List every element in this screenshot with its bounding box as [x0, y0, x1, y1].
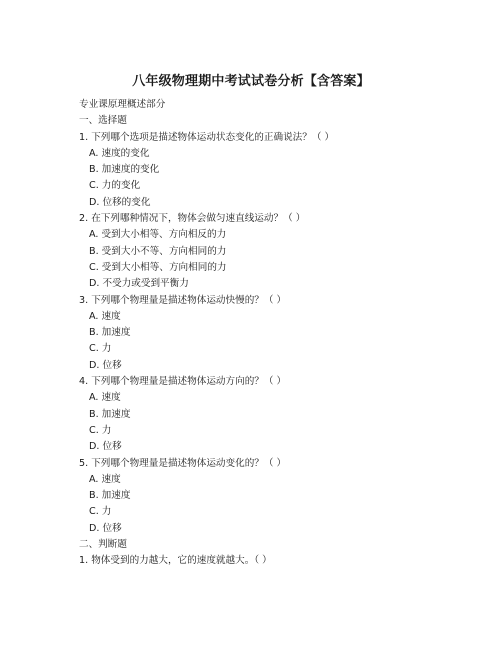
document-title: 八年级物理期中考试试卷分析【含答案】	[132, 74, 370, 89]
text-line: 2. 在下列哪种情况下，物体会做匀速直线运动？（ ）	[79, 213, 306, 225]
option-line: C. 力	[89, 506, 112, 518]
option-line: C. 力的变化	[89, 180, 141, 192]
text-line: 1. 物体受到的力越大，它的速度就越大。（ ）	[79, 555, 272, 567]
text-line: 5. 下列哪个物理量是描述物体运动变化的？（ ）	[79, 457, 287, 469]
option-line: C. 受到大小相等、方向相同的力	[89, 261, 227, 273]
option-line: A. 速度	[89, 392, 121, 404]
option-line: B. 受到大小不等、方向相同的力	[89, 245, 227, 257]
option-line: B. 加速度	[89, 490, 131, 502]
option-line: A. 速度的变化	[89, 147, 150, 159]
option-line: B. 加速度	[89, 327, 131, 339]
text-line: 4. 下列哪个物理量是描述物体运动方向的？（ ）	[79, 376, 287, 388]
option-line: A. 受到大小相等、方向相反的力	[89, 229, 227, 241]
option-line: B. 加速度的变化	[89, 164, 160, 176]
option-line: D. 位移	[89, 441, 122, 453]
text-line: 二、判断题	[79, 539, 127, 551]
option-line: C. 力	[89, 424, 112, 436]
option-line: D. 位移	[89, 359, 122, 371]
option-line: C. 力	[89, 343, 112, 355]
text-line: 1. 下列哪个选项是描述物体运动状态变化的正确说法？（ ）	[79, 131, 335, 143]
option-line: D. 不受力或受到平衡力	[89, 278, 189, 290]
option-line: D. 位移的变化	[89, 196, 151, 208]
option-line: A. 速度	[89, 473, 121, 485]
text-line: 一、选择题	[79, 115, 127, 127]
option-line: B. 加速度	[89, 408, 131, 420]
text-line: 专业课原理概述部分	[79, 99, 166, 110]
document-body	[79, 97, 479, 570]
option-line: A. 速度	[89, 310, 121, 322]
text-line: 3. 下列哪个物理量是描述物体运动快慢的？（ ）	[79, 294, 287, 306]
option-line: D. 位移	[89, 522, 122, 534]
